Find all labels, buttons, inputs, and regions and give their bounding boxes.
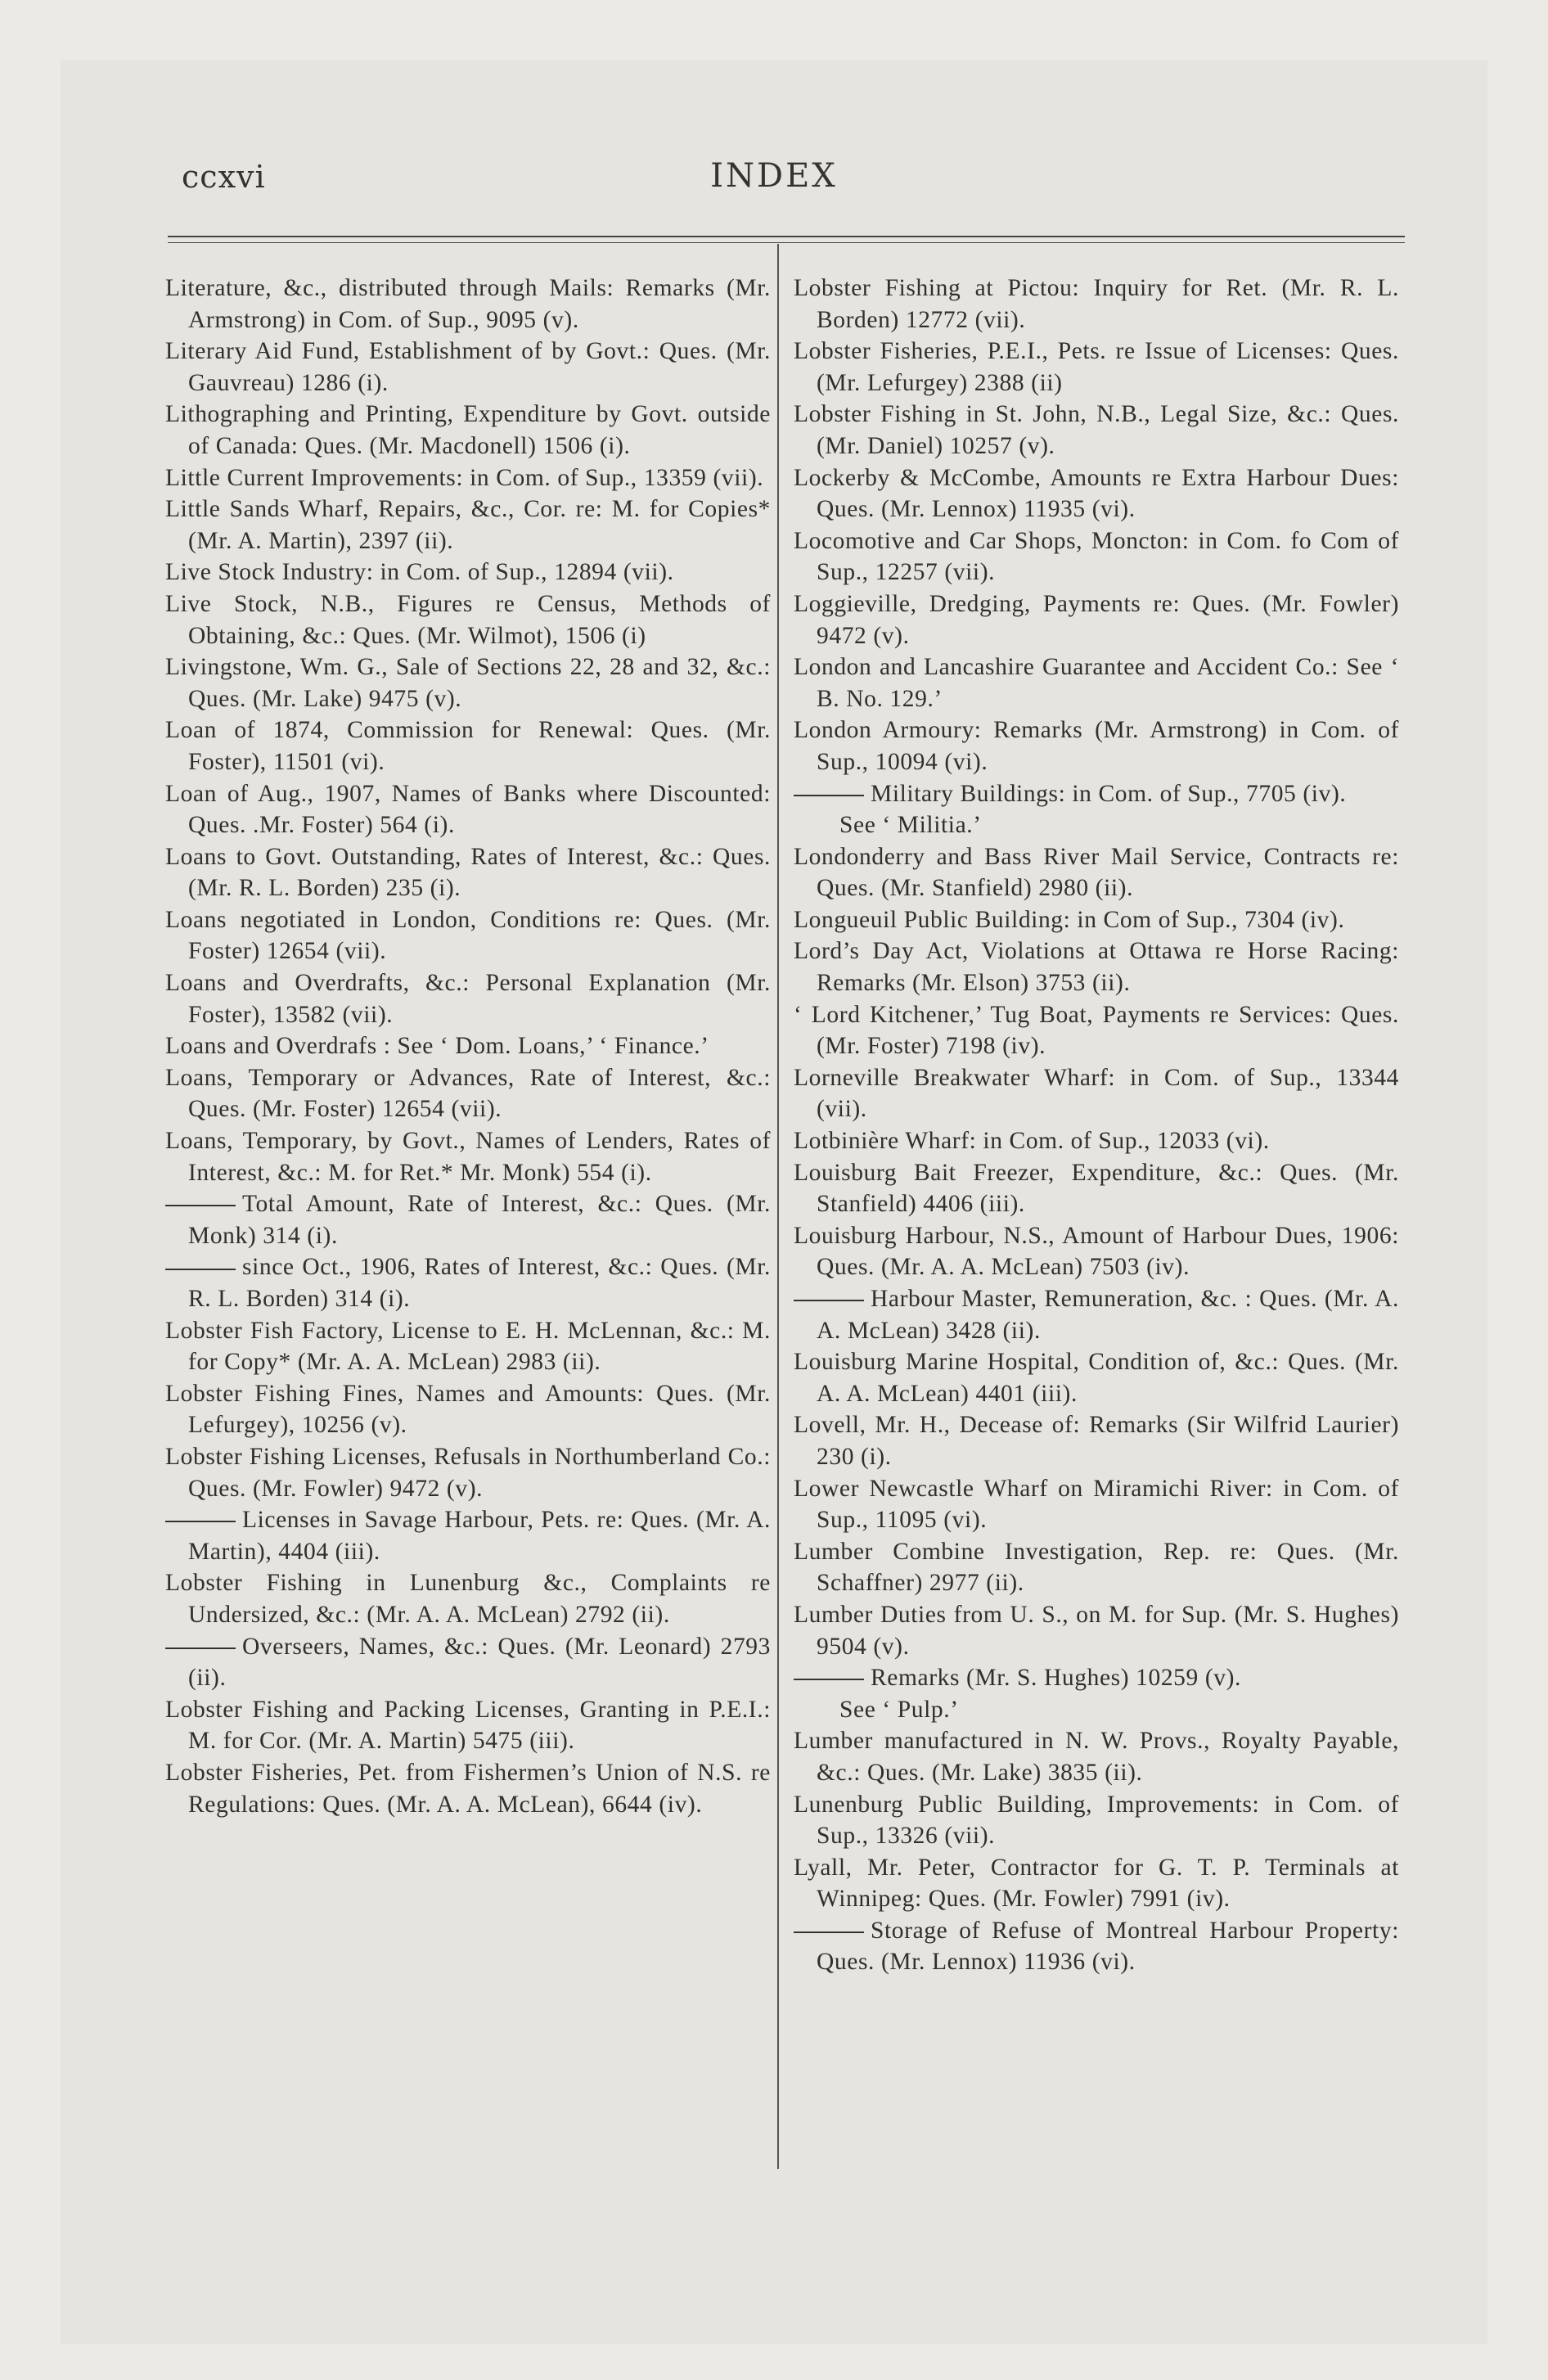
index-entry-text: Lobster Fishing at Pictou: Inquiry for Ret. (Mr. R. L. Borden) 12772 (vii). [794,275,1399,333]
index-entry [165,1441,771,1504]
index-entry [165,273,771,336]
index-entry-text: Lobster Fishing Fines, Names and Amounts: Ques. (Mr. Lefurgey), 10256 (v). [165,1380,771,1439]
index-entry-text: Londonderry and Bass River Mail Service, Contracts re: Ques. (Mr. Stanfield) 2980 (ii). [794,843,1399,902]
ditto-dash [165,1205,236,1206]
index-entry [794,399,1399,462]
index-entry [794,1157,1399,1220]
index-entry [794,1220,1399,1283]
index-entry [794,1915,1399,1978]
index-entry [794,1662,1399,1694]
index-entry [165,651,771,714]
index-entry [794,1694,1399,1726]
index-entry [794,1409,1399,1472]
index-column-right [794,273,1399,1978]
index-entry-text: Remarks (Mr. S. Hughes) 10259 (v). [871,1665,1242,1692]
index-entry-text: Loans and Overdrafts, &c.: Personal Explanation (Mr. Foster), 13582 (vii). [165,970,771,1028]
index-entry [794,588,1399,651]
index-entry [165,588,771,651]
index-entry [165,494,771,557]
index-entry-text: Lobster Fisheries, P.E.I., Pets. re Issue of Licenses: Ques. (Mr. Lefurgey) 2388 (ii) [794,338,1399,396]
index-entry-text: Loans, Temporary, by Govt., Names of Lenders, Rates of Interest, &c.: M. for Ret.* Mr. Monk) 554 (i). [165,1128,771,1186]
ditto-dash [794,1679,864,1680]
ditto-dash [165,1521,236,1522]
index-entry [165,1125,771,1188]
column-divider [777,244,779,2169]
index-entry-text: Lobster Fishing and Packing Licenses, Granting in P.E.I.: M. for Cor. (Mr. A. Martin) 5475 (iii). [165,1696,771,1755]
index-entry-text: Lobster Fisheries, Pet. from Fishermen’s Union of N.S. re Regulations: Ques. (Mr. A. A. McLean), 6644 (iv). [165,1759,771,1818]
index-entry [165,1504,771,1567]
index-entry-text: See ‘ Pulp.’ [839,1696,959,1723]
index-entry-text: Lobster Fishing Licenses, Refusals in Northumberland Co.: Ques. (Mr. Fowler) 9472 (v). [165,1443,771,1502]
index-entry-text: Little Sands Wharf, Repairs, &c., Cor. re: M. for Copies* (Mr. A. Martin), 2397 (ii). [165,496,771,554]
index-entry-text: Little Current Improvements: in Com. of Sup., 13359 (vii). [165,464,764,491]
index-entry-text: Overseers, Names, &c.: Ques. (Mr. Leonard) 2793 (ii). [188,1633,771,1692]
index-entry [165,1694,771,1757]
index-entry [794,1599,1399,1662]
index-entry [165,462,771,494]
index-entry-text: Lotbinière Wharf: in Com. of Sup., 12033 (vi). [794,1128,1270,1155]
index-entry [794,1789,1399,1852]
index-entry-text: See ‘ Militia.’ [839,812,982,839]
index-entry [794,651,1399,714]
ditto-dash [794,1300,864,1301]
index-entry-text: Military Buildings: in Com. of Sup., 7705 (iv). [871,780,1347,807]
index-entry-text: Lumber manufactured in N. W. Provs., Royalty Payable, &c.: Ques. (Mr. Lake) 3835 (ii). [794,1728,1399,1786]
index-entry-text: Live Stock Industry: in Com. of Sup., 12894 (vii). [165,559,674,586]
index-entry-text: Locomotive and Car Shops, Moncton: in Com. fo Com of Sup., 12257 (vii). [794,527,1399,586]
index-entry-text: Loggieville, Dredging, Payments re: Ques. (Mr. Fowler) 9472 (v). [794,590,1399,649]
index-entry [165,1030,771,1062]
index-entry [794,1346,1399,1409]
index-entry-text: Lovell, Mr. H., Decease of: Remarks (Sir Wilfrid Laurier) 230 (i). [794,1412,1399,1470]
index-entry [165,714,771,778]
index-entry [794,1536,1399,1599]
running-head: INDEX [710,157,838,195]
index-entry [794,336,1399,399]
index-entry [165,399,771,462]
ditto-dash [165,1269,236,1270]
index-entry [794,1473,1399,1536]
index-entry [794,1725,1399,1788]
index-entry [165,904,771,967]
index-entry-text: Loans negotiated in London, Conditions re: Ques. (Mr. Foster) 12654 (vii). [165,906,771,965]
index-column-left [165,273,771,1820]
index-entry [165,1315,771,1378]
index-entry-text: Total Amount, Rate of Interest, &c.: Ques. (Mr. Monk) 314 (i). [188,1191,771,1249]
index-entry-text: ‘ Lord Kitchener,’ Tug Boat, Payments re Services: Ques. (Mr. Foster) 7198 (iv). [794,1001,1399,1060]
ditto-dash [794,795,864,796]
index-entry [165,1567,771,1630]
index-entry [165,1251,771,1314]
ditto-dash [165,1648,236,1649]
index-entry-text: Lorneville Breakwater Wharf: in Com. of Sup., 13344 (vii). [794,1064,1399,1123]
index-entry-text: Lobster Fishing in St. John, N.B., Legal Size, &c.: Ques. (Mr. Daniel) 10257 (v). [794,401,1399,459]
index-entry-text: Lobster Fish Factory, License to E. H. McLennan, &c.: M. for Copy* (Mr. A. A. McLean) 2983 (ii). [165,1317,771,1376]
index-entry [165,1757,771,1820]
index-entry [165,778,771,841]
index-entry [165,841,771,904]
index-entry-text: Lumber Combine Investigation, Rep. re: Ques. (Mr. Schaffner) 2977 (ii). [794,1538,1399,1597]
index-entry [794,1062,1399,1125]
index-entry [794,1283,1399,1346]
index-entry [794,1125,1399,1157]
index-entry-text: Literary Aid Fund, Establishment of by Govt.: Ques. (Mr. Gauvreau) 1286 (i). [165,338,771,396]
index-entry-text: Livingstone, Wm. G., Sale of Sections 22, 28 and 32, &c.: Ques. (Mr. Lake) 9475 (v). [165,654,771,712]
index-entry-text: Louisburg Marine Hospital, Condition of, &c.: Ques. (Mr. A. A. McLean) 4401 (iii). [794,1349,1399,1407]
index-entry-text: Loan of Aug., 1907, Names of Banks where Discounted: Ques. .Mr. Foster) 564 (i). [165,780,771,839]
index-entry-text: Storage of Refuse of Montreal Harbour Property: Ques. (Mr. Lennox) 11936 (vi). [817,1917,1399,1976]
index-entry-text: Literature, &c., distributed through Mails: Remarks (Mr. Armstrong) in Com. of Sup., 9095 (v). [165,275,771,333]
index-entry-text: Loans to Govt. Outstanding, Rates of Interest, &c.: Ques. (Mr. R. L. Borden) 235 (i). [165,843,771,902]
index-entry-text: Lord’s Day Act, Violations at Ottawa re Horse Racing: Remarks (Mr. Elson) 3753 (ii). [794,938,1399,997]
index-entry [165,1631,771,1694]
index-entry-text: Lithographing and Printing, Expenditure by Govt. outside of Canada: Ques. (Mr. Macdonell) 1506 (i). [165,401,771,459]
index-entry [794,809,1399,841]
header-rule-bottom [168,242,1405,243]
index-entry [794,841,1399,904]
index-entry [794,1852,1399,1915]
index-entry-text: Licenses in Savage Harbour, Pets. re: Ques. (Mr. A. Martin), 4404 (iii). [188,1507,771,1565]
index-entry [794,462,1399,525]
index-entry-text: Longueuil Public Building: in Com of Sup., 7304 (iv). [794,906,1345,933]
index-entry-text: Lockerby & McCombe, Amounts re Extra Harbour Dues: Ques. (Mr. Lennox) 11935 (vi). [794,464,1399,523]
page-folio: ccxvi [182,159,266,195]
index-entry [794,999,1399,1062]
index-entry [794,714,1399,778]
index-entry-text: London Armoury: Remarks (Mr. Armstrong) in Com. of Sup., 10094 (vi). [794,717,1399,775]
index-entry-text: Lower Newcastle Wharf on Miramichi River: in Com. of Sup., 11095 (vi). [794,1475,1399,1534]
index-entry [165,1062,771,1125]
index-entry-text: Lyall, Mr. Peter, Contractor for G. T. P. Terminals at Winnipeg: Ques. (Mr. Fowler) 7991 (iv). [794,1854,1399,1913]
index-entry [165,557,771,588]
index-entry [794,273,1399,336]
index-entry [794,935,1399,998]
index-entry [165,967,771,1030]
index-entry [165,1378,771,1441]
index-entry [165,1188,771,1251]
index-entry-text: Harbour Master, Remuneration, &c. : Ques. (Mr. A. A. McLean) 3428 (ii). [817,1286,1399,1344]
index-entry-text: Loans and Overdrafs : See ‘ Dom. Loans,’ ‘ Finance.’ [165,1033,709,1060]
index-entry-text: Lobster Fishing in Lunenburg &c., Complaints re Undersized, &c.: (Mr. A. A. McLean) 2792 (ii). [165,1570,771,1628]
index-entry-text: Louisburg Bait Freezer, Expenditure, &c.: Ques. (Mr. Stanfield) 4406 (iii). [794,1159,1399,1218]
index-entry-text: Loans, Temporary or Advances, Rate of Interest, &c.: Ques. (Mr. Foster) 12654 (vii). [165,1064,771,1123]
index-entry-text: Loan of 1874, Commission for Renewal: Ques. (Mr. Foster), 11501 (vi). [165,717,771,775]
index-entry [794,904,1399,936]
index-entry-text: Lunenburg Public Building, Improvements: in Com. of Sup., 13326 (vii). [794,1791,1399,1850]
index-entry-text: since Oct., 1906, Rates of Interest, &c.: Ques. (Mr. R. L. Borden) 314 (i). [188,1254,771,1312]
index-entry [794,525,1399,588]
index-entry-text: Louisburg Harbour, N.S., Amount of Harbour Dues, 1906: Ques. (Mr. A. A. McLean) 7503 (iv). [794,1222,1399,1281]
ditto-dash [794,1931,864,1933]
index-entry [794,778,1399,810]
index-entry [165,336,771,399]
index-entry-text: Live Stock, N.B., Figures re Census, Methods of Obtaining, &c.: Ques. (Mr. Wilmot), 1506 (i) [165,590,771,649]
index-entry-text: Lumber Duties from U. S., on M. for Sup. (Mr. S. Hughes) 9504 (v). [794,1601,1399,1660]
index-entry-text: London and Lancashire Guarantee and Accident Co.: See ‘ B. No. 129.’ [794,654,1399,712]
header-rule-top [168,236,1405,237]
